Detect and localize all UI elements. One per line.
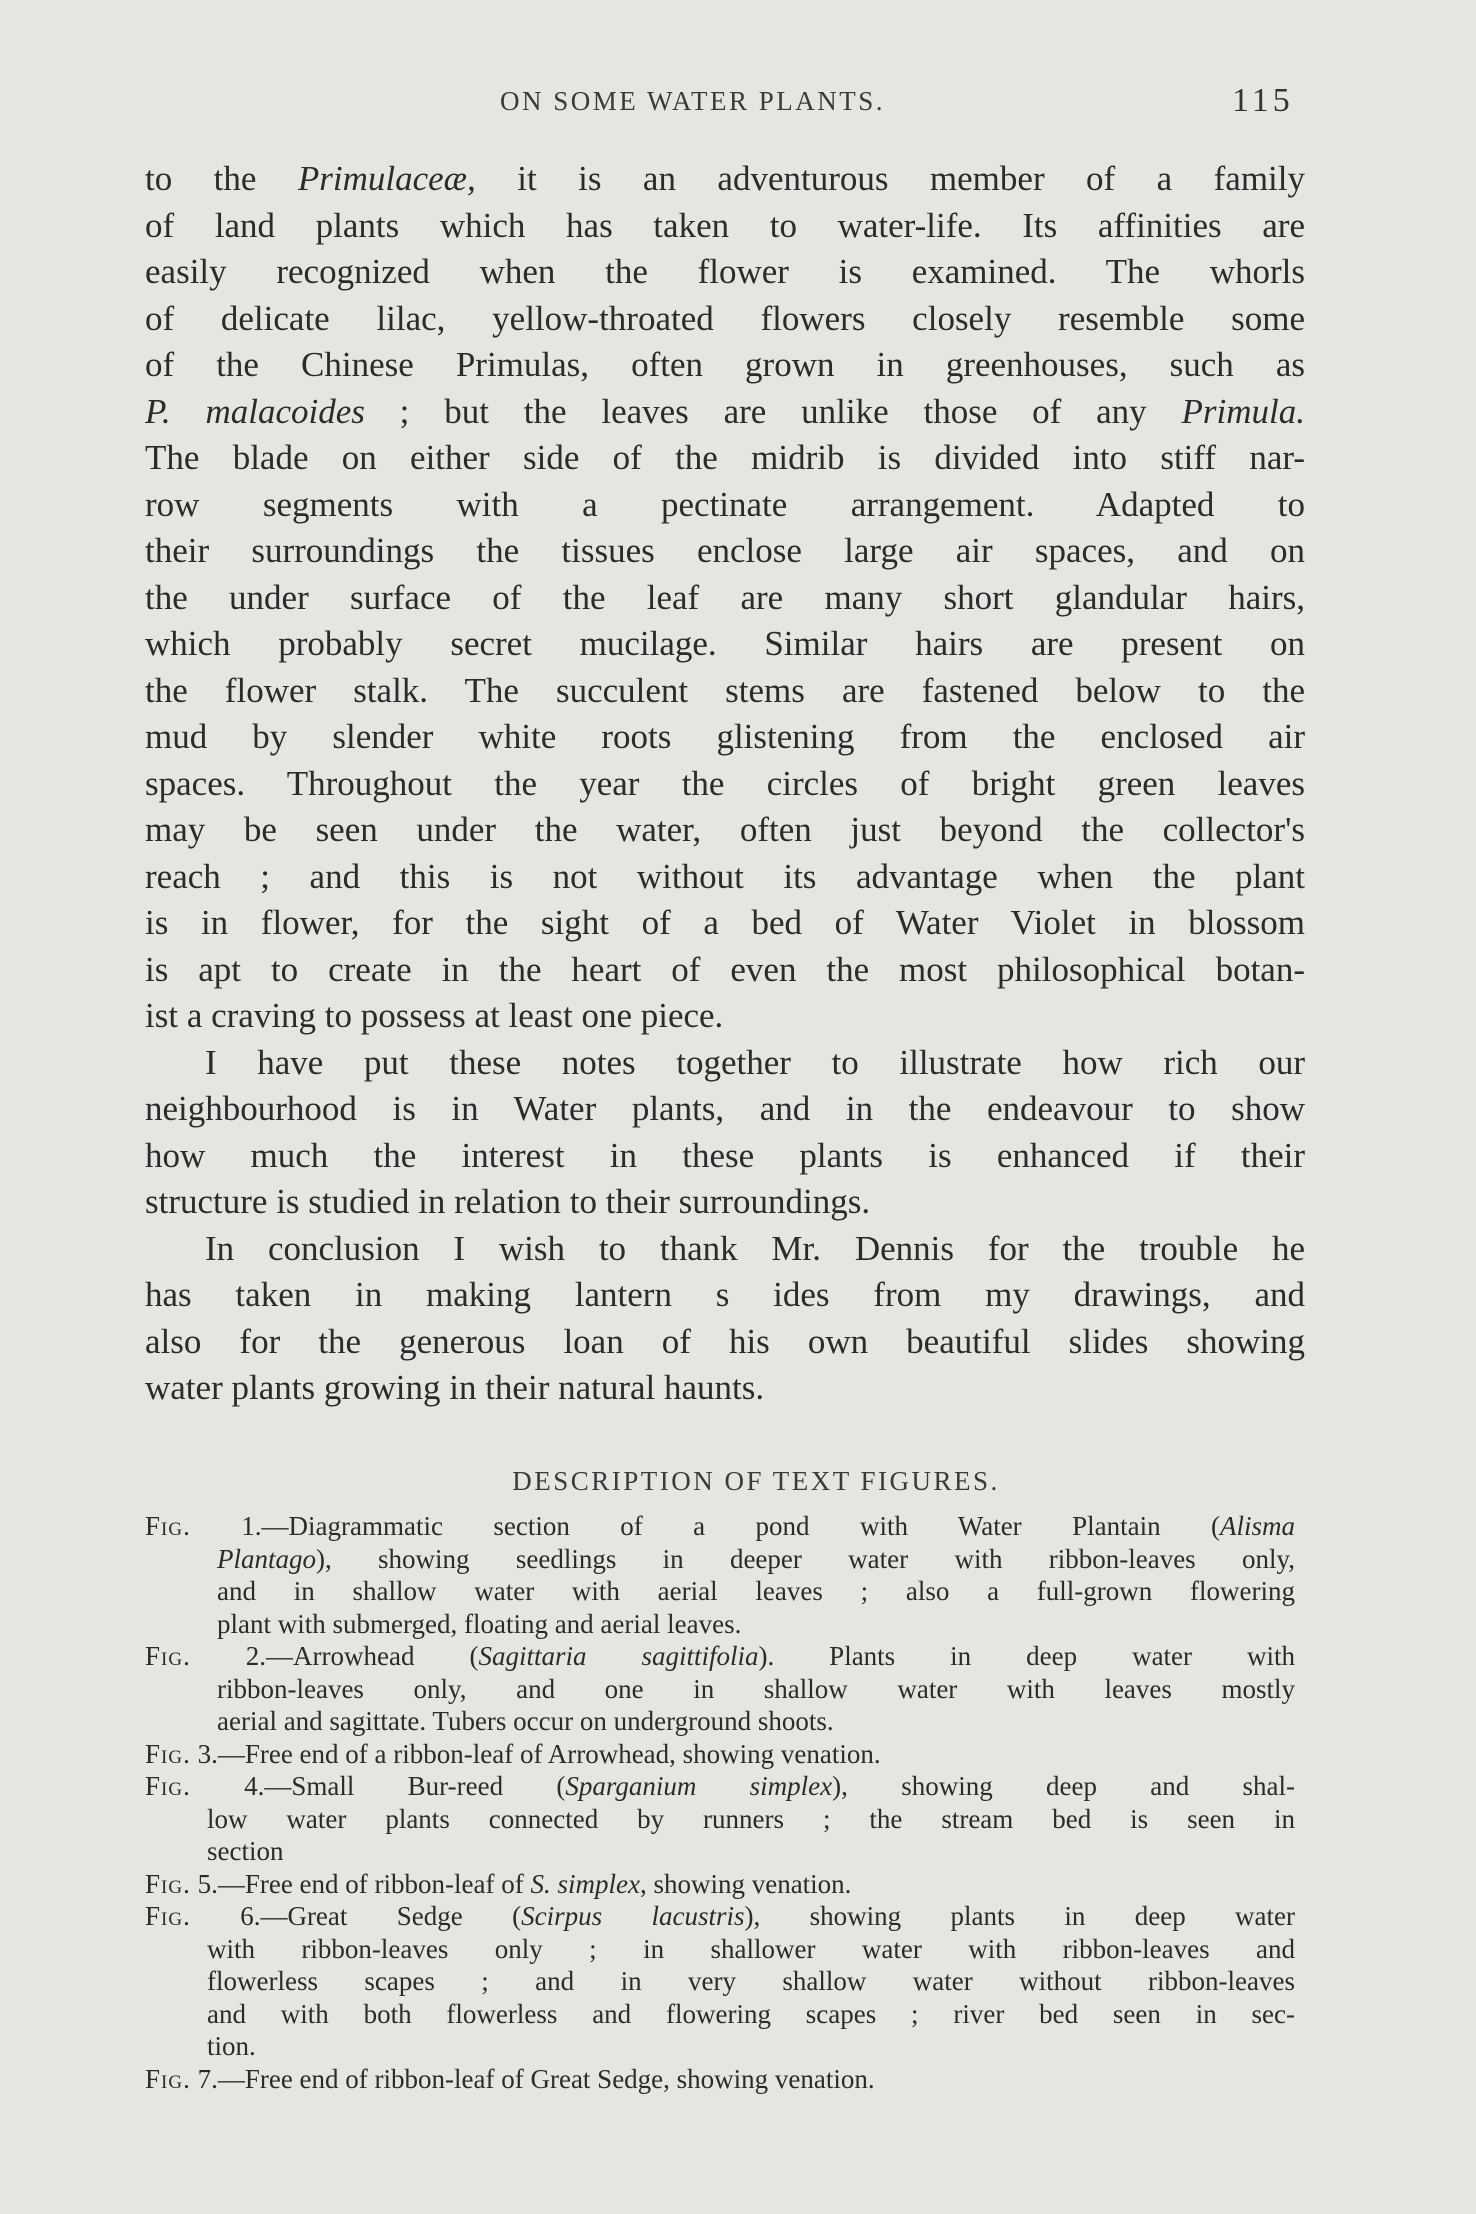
caption-line: Fig. 3.—Free end of a ribbon-leaf of Arrowhead, showing venation. (145, 1738, 881, 1769)
caption-line: Fig. 7.—Free end of ribbon-leaf of Great Sedge, showing venation. (145, 2063, 875, 2094)
caption-line: low water plants connected by runners ; the stream bed is seen in (207, 1803, 1295, 1834)
caption-line: aerial and sagittate. Tubers occur on underground shoots. (217, 1706, 834, 1736)
figure-captions (145, 1510, 1295, 2095)
text-line: neighbourhood is in Water plants, and in the endeavour to show (145, 1089, 1305, 1128)
caption-line: ribbon-leaves only, and one in shallow water with leaves mostly (217, 1673, 1295, 1704)
text-line: may be seen under the water, often just beyond the collector's (145, 810, 1305, 849)
caption-line: Fig. 5.—Free end of ribbon-leaf of S. simplex, showing venation. (145, 1868, 852, 1899)
figures-title-text: DESCRIPTION OF TEXT FIGURES. (512, 1466, 1000, 1496)
text-line: The blade on either side of the midrib is divided into stiff nar- (145, 438, 1305, 477)
caption-line: plant with submerged, floating and aerial leaves. (217, 1608, 742, 1639)
text-line: their surroundings the tissues enclose large air spaces, and on (145, 531, 1305, 570)
text-line: of the Chinese Primulas, often grown in greenhouses, such as (145, 345, 1305, 384)
text-line: water plants growing in their natural haunts. (145, 1368, 765, 1407)
text-line: In conclusion I wish to thank Mr. Dennis for the trouble he (205, 1228, 1305, 1268)
text-line: structure is studied in relation to their surroundings. (145, 1182, 871, 1221)
page-number: 115 (1232, 82, 1294, 119)
text-line: I have put these notes together to illustrate how rich our (205, 1042, 1305, 1082)
caption-line: with ribbon-leaves only ; in shallower water with ribbon-leaves and (207, 1933, 1295, 1964)
text-line: the under surface of the leaf are many short glandular hairs, (145, 577, 1305, 617)
caption-line: Fig. 2.—Arrowhead (Sagittaria sagittifolia). Plants in deep water with (145, 1641, 1295, 1671)
body-text (145, 156, 1305, 1412)
running-head (0, 82, 1476, 122)
text-line: which probably secret mucilage. Similar hairs are present on (145, 624, 1305, 663)
text-line: is in flower, for the sight of a bed of Water Violet in blossom (145, 903, 1305, 942)
caption-line: Fig. 4.—Small Bur-reed (Sparganium simplex), showing deep and shal- (145, 1771, 1296, 1801)
text-line: of delicate lilac, yellow-throated flowers closely resemble some (145, 298, 1305, 338)
caption-line: Plantago), showing seedlings in deeper water with ribbon-leaves only, (217, 1543, 1295, 1574)
caption-line: tion. (207, 2031, 256, 2061)
text-line: mud by slender white roots glistening from the enclosed air (145, 717, 1305, 756)
text-line: the flower stalk. The succulent stems are fastened below to the (145, 670, 1305, 710)
text-line: easily recognized when the flower is examined. The whorls (145, 252, 1305, 291)
running-title: ON SOME WATER PLANTS. (500, 86, 886, 116)
figures-section-title (0, 1466, 1476, 1497)
text-line: reach ; and this is not without its advantage when the plant (145, 856, 1305, 896)
text-line: has taken in making lantern s ides from my drawings, and (145, 1275, 1305, 1314)
text-line: is apt to create in the heart of even the most philosophical botan- (145, 949, 1305, 989)
caption-line: flowerless scapes ; and in very shallow water without ribbon-leaves (207, 1966, 1295, 1996)
text-line: of land plants which has taken to water-life. Its affinities are (145, 205, 1305, 245)
text-line: P. malacoides ; but the leaves are unlike those of any Primula. (145, 391, 1305, 431)
caption-line: Fig. 1.—Diagrammatic section of a pond with Water Plantain (Alisma (145, 1511, 1295, 1541)
text-line: also for the generous loan of his own beautiful slides showing (145, 1321, 1305, 1361)
text-line: row segments with a pectinate arrangement. Adapted to (145, 484, 1305, 524)
caption-line: and in shallow water with aerial leaves ; also a full-grown flowering (217, 1576, 1295, 1606)
text-line: ist a craving to possess at least one piece. (145, 996, 724, 1035)
text-line: to the Primulaceæ, it is an adventurous member of a family (145, 159, 1306, 198)
text-line: spaces. Throughout the year the circles of bright green leaves (145, 763, 1305, 803)
caption-line: and with both flowerless and flowering scapes ; river bed seen in sec- (207, 1998, 1295, 2029)
caption-line: section (207, 1836, 284, 1866)
text-line: how much the interest in these plants is enhanced if their (145, 1135, 1305, 1175)
caption-line: Fig. 6.—Great Sedge (Scirpus lacustris), showing plants in deep water (145, 1901, 1296, 1931)
